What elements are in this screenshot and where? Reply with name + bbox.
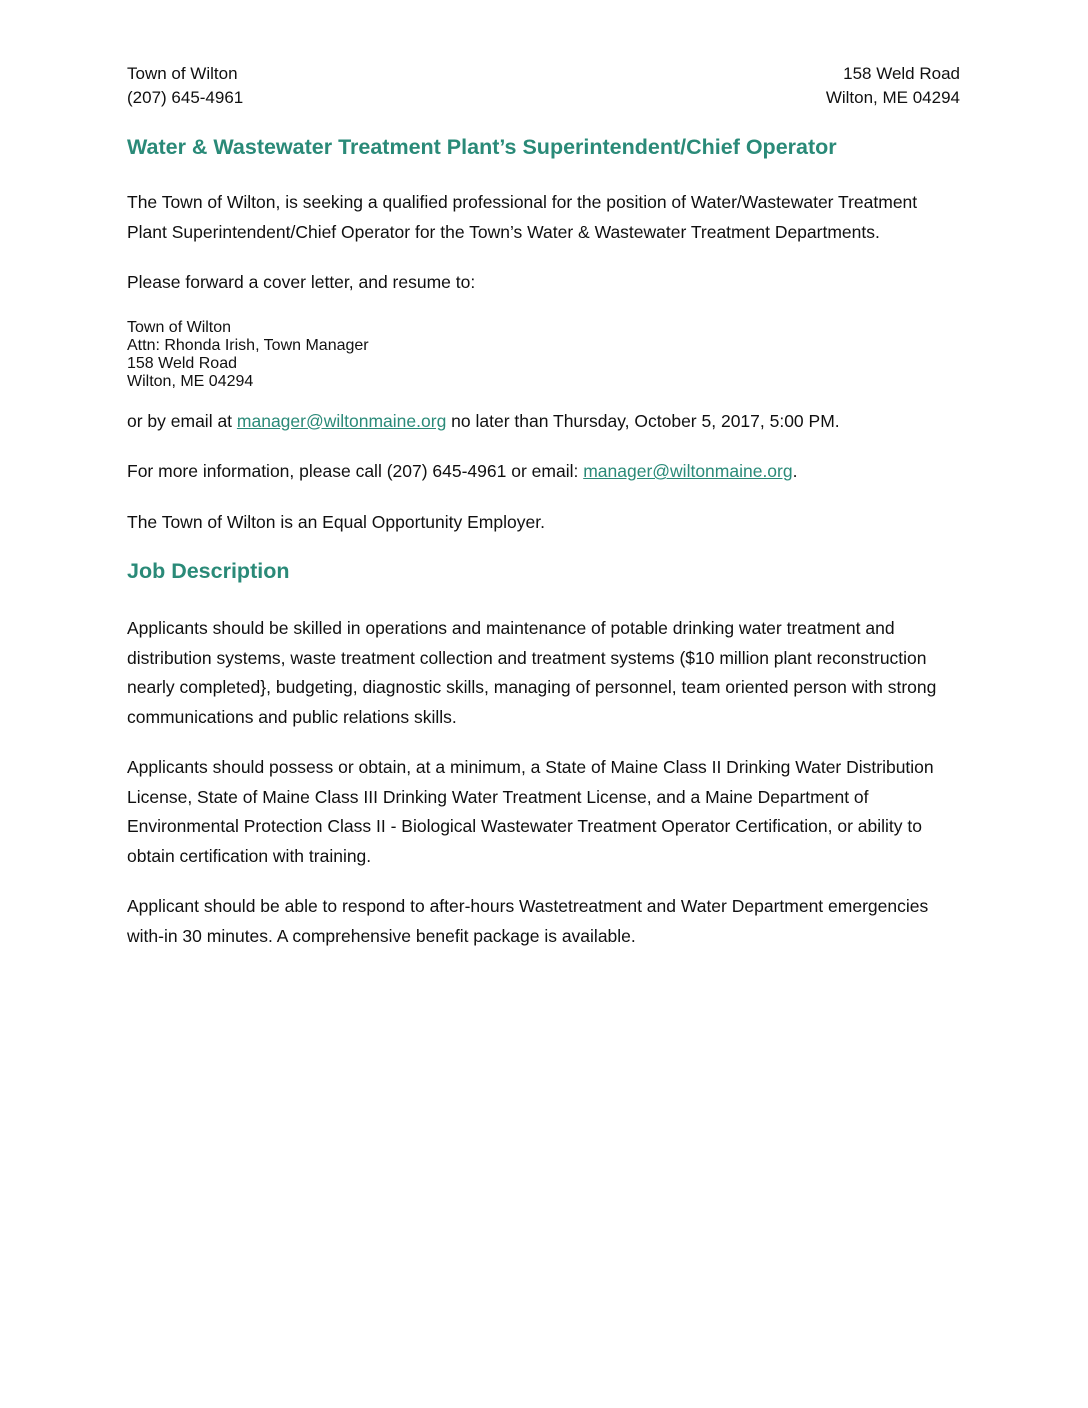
forward-instruction-line: Please forward a cover letter, and resume to: [127,272,476,292]
more-info-prefix: For more information, please call (207) 645-4961 or email: [127,461,584,481]
address-line-street: 158 Weld Road [127,354,237,372]
more-info-suffix: . [792,461,798,481]
equal-opportunity-line: The Town of Wilton is an Equal Opportunity Employer. [127,511,545,532]
header-left-block [127,62,243,110]
email-deadline-paragraph [127,407,960,437]
address-line-attn: Attn: Rhonda Irish, Town Manager [127,336,369,354]
email-deadline-suffix: no later than Thursday, October 5, 2017, 5:00 PM. [446,410,840,431]
job-description-paragraph-3: Applicant should be able to respond to after-hours Wastetreatment and Water Department emergencies with-in 30 minutes. A comprehensive benefit package is available. [127,896,929,946]
address-line-org: Town of Wilton [127,318,232,336]
more-info-paragraph [127,457,960,487]
org-name: Town of Wilton [127,64,238,83]
header-right-block [826,62,960,110]
manager-email-link-2[interactable]: manager@wiltonmaine.org [583,461,793,481]
intro-paragraph: The Town of Wilton, is seeking a qualified professional for the position of Water/Wastewater Treatment Plant Superintendent/Chief Operator for the Town’s Water & Wastewater Treatment Departments. [127,192,918,242]
job-description-paragraph-2: Applicants should possess or obtain, at a minimum, a State of Maine Class II Drinking Water Distribution License, State of Maine Class III Drinking Water Treatment License, and a Maine Department of Environmental Protection Class II - Biological Wastewater Treatment Operator Certification, or ability to obtain certification with training. [127,757,934,866]
page-title: Water & Wastewater Treatment Plant’s Superintendent/Chief Operator [127,135,837,159]
manager-email-link[interactable]: manager@wiltonmaine.org [236,410,447,431]
org-street: 158 Weld Road [843,64,960,83]
email-deadline-prefix: or by email at [127,410,237,431]
org-phone: (207) 645-4961 [127,88,244,107]
address-line-city: Wilton, ME 04294 [127,372,254,390]
job-description-heading: Job Description [127,559,290,583]
job-description-paragraph-1: Applicants should be skilled in operations and maintenance of potable drinking water treatment and distribution systems, waste treatment collection and treatment systems ($10 million plant reconstruction nearly completed}, budgeting, diagnostic skills, managing of personnel, team oriented person with strong communications and public relations skills. [127,618,937,727]
org-city-state-zip: Wilton, ME 04294 [825,88,960,107]
document-header [127,62,960,110]
